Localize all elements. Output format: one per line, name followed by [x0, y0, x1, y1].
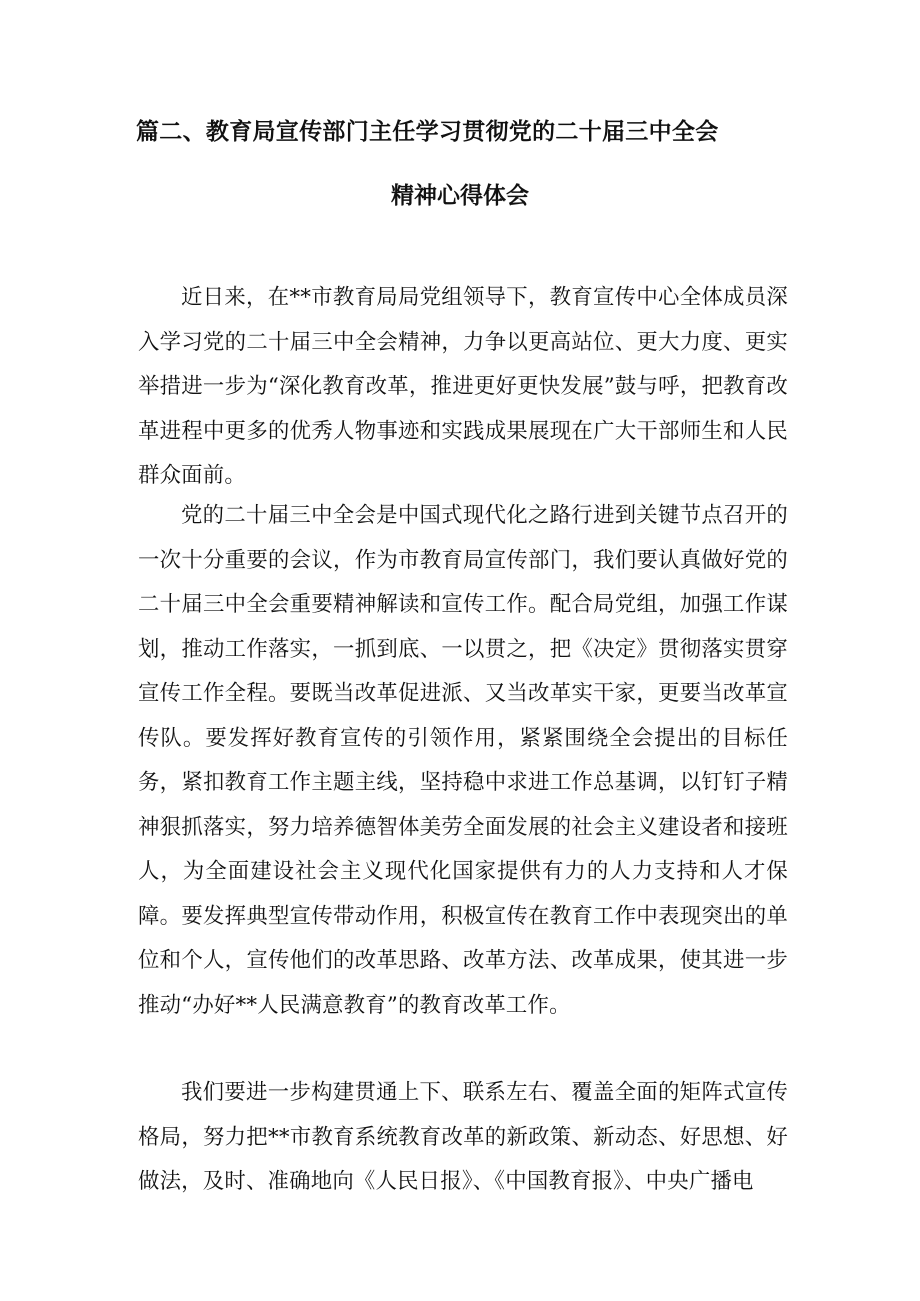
body-paragraph-3: 我们要进一步构建贯通上下、联系左右、覆盖全面的矩阵式宣传格局，努力把**市教育系统教育改革的新政策、新动态、好思想、好做法，及时、准确地向《人民日报》、《中国教育报》、中央广播电 [138, 1080, 788, 1194]
body-paragraph-2: 党的二十届三中全会是中国式现代化之路行进到关键节点召开的一次十分重要的会议，作为市教育局宣传部门，我们要认真做好党的二十届三中全会重要精神解读和宣传工作。配合局党组，加强工作谋划，推动工作落实，一抓到底、一以贯之，把《决定》贯彻落实贯穿宣传工作全程。要既当改革促进派、又当改革实干家，更要当改革宣传队。要发挥好教育宣传的引领作用，紧紧围绕全会提出的目标任务，紧扣教育工作主题主线，坚持稳中求进工作总基调，以钉钉子精神狠抓落实，努力培养德智体美劳全面发展的社会主义建设者和接班人，为全面建设社会主义现代化国家提供有力的人力支持和人才保障。要发挥典型宣传带动作用，积极宣传在教育工作中表现突出的单位和个人，宣传他们的改革思路、改革方法、改革成果，使其进一步推动“办好**人民满意教育”的教育改革工作。 [138, 503, 788, 1018]
document-title-line-2: 精神心得体会 [391, 182, 529, 209]
body-paragraph-1: 近日来，在**市教育局局党组领导下，教育宣传中心全体成员深入学习党的二十届三中全会精神，力争以更高站位、更大力度、更实举措进一步为“深化教育改革，推进更好更快发展”鼓与呼，把教育改革进程中更多的优秀人物事迹和实践成果展现在广大干部师生和人民群众面前。 [138, 285, 788, 488]
document-title-line-1: 篇二、教育局宣传部门主任学习贯彻党的二十届三中全会 [136, 118, 719, 145]
